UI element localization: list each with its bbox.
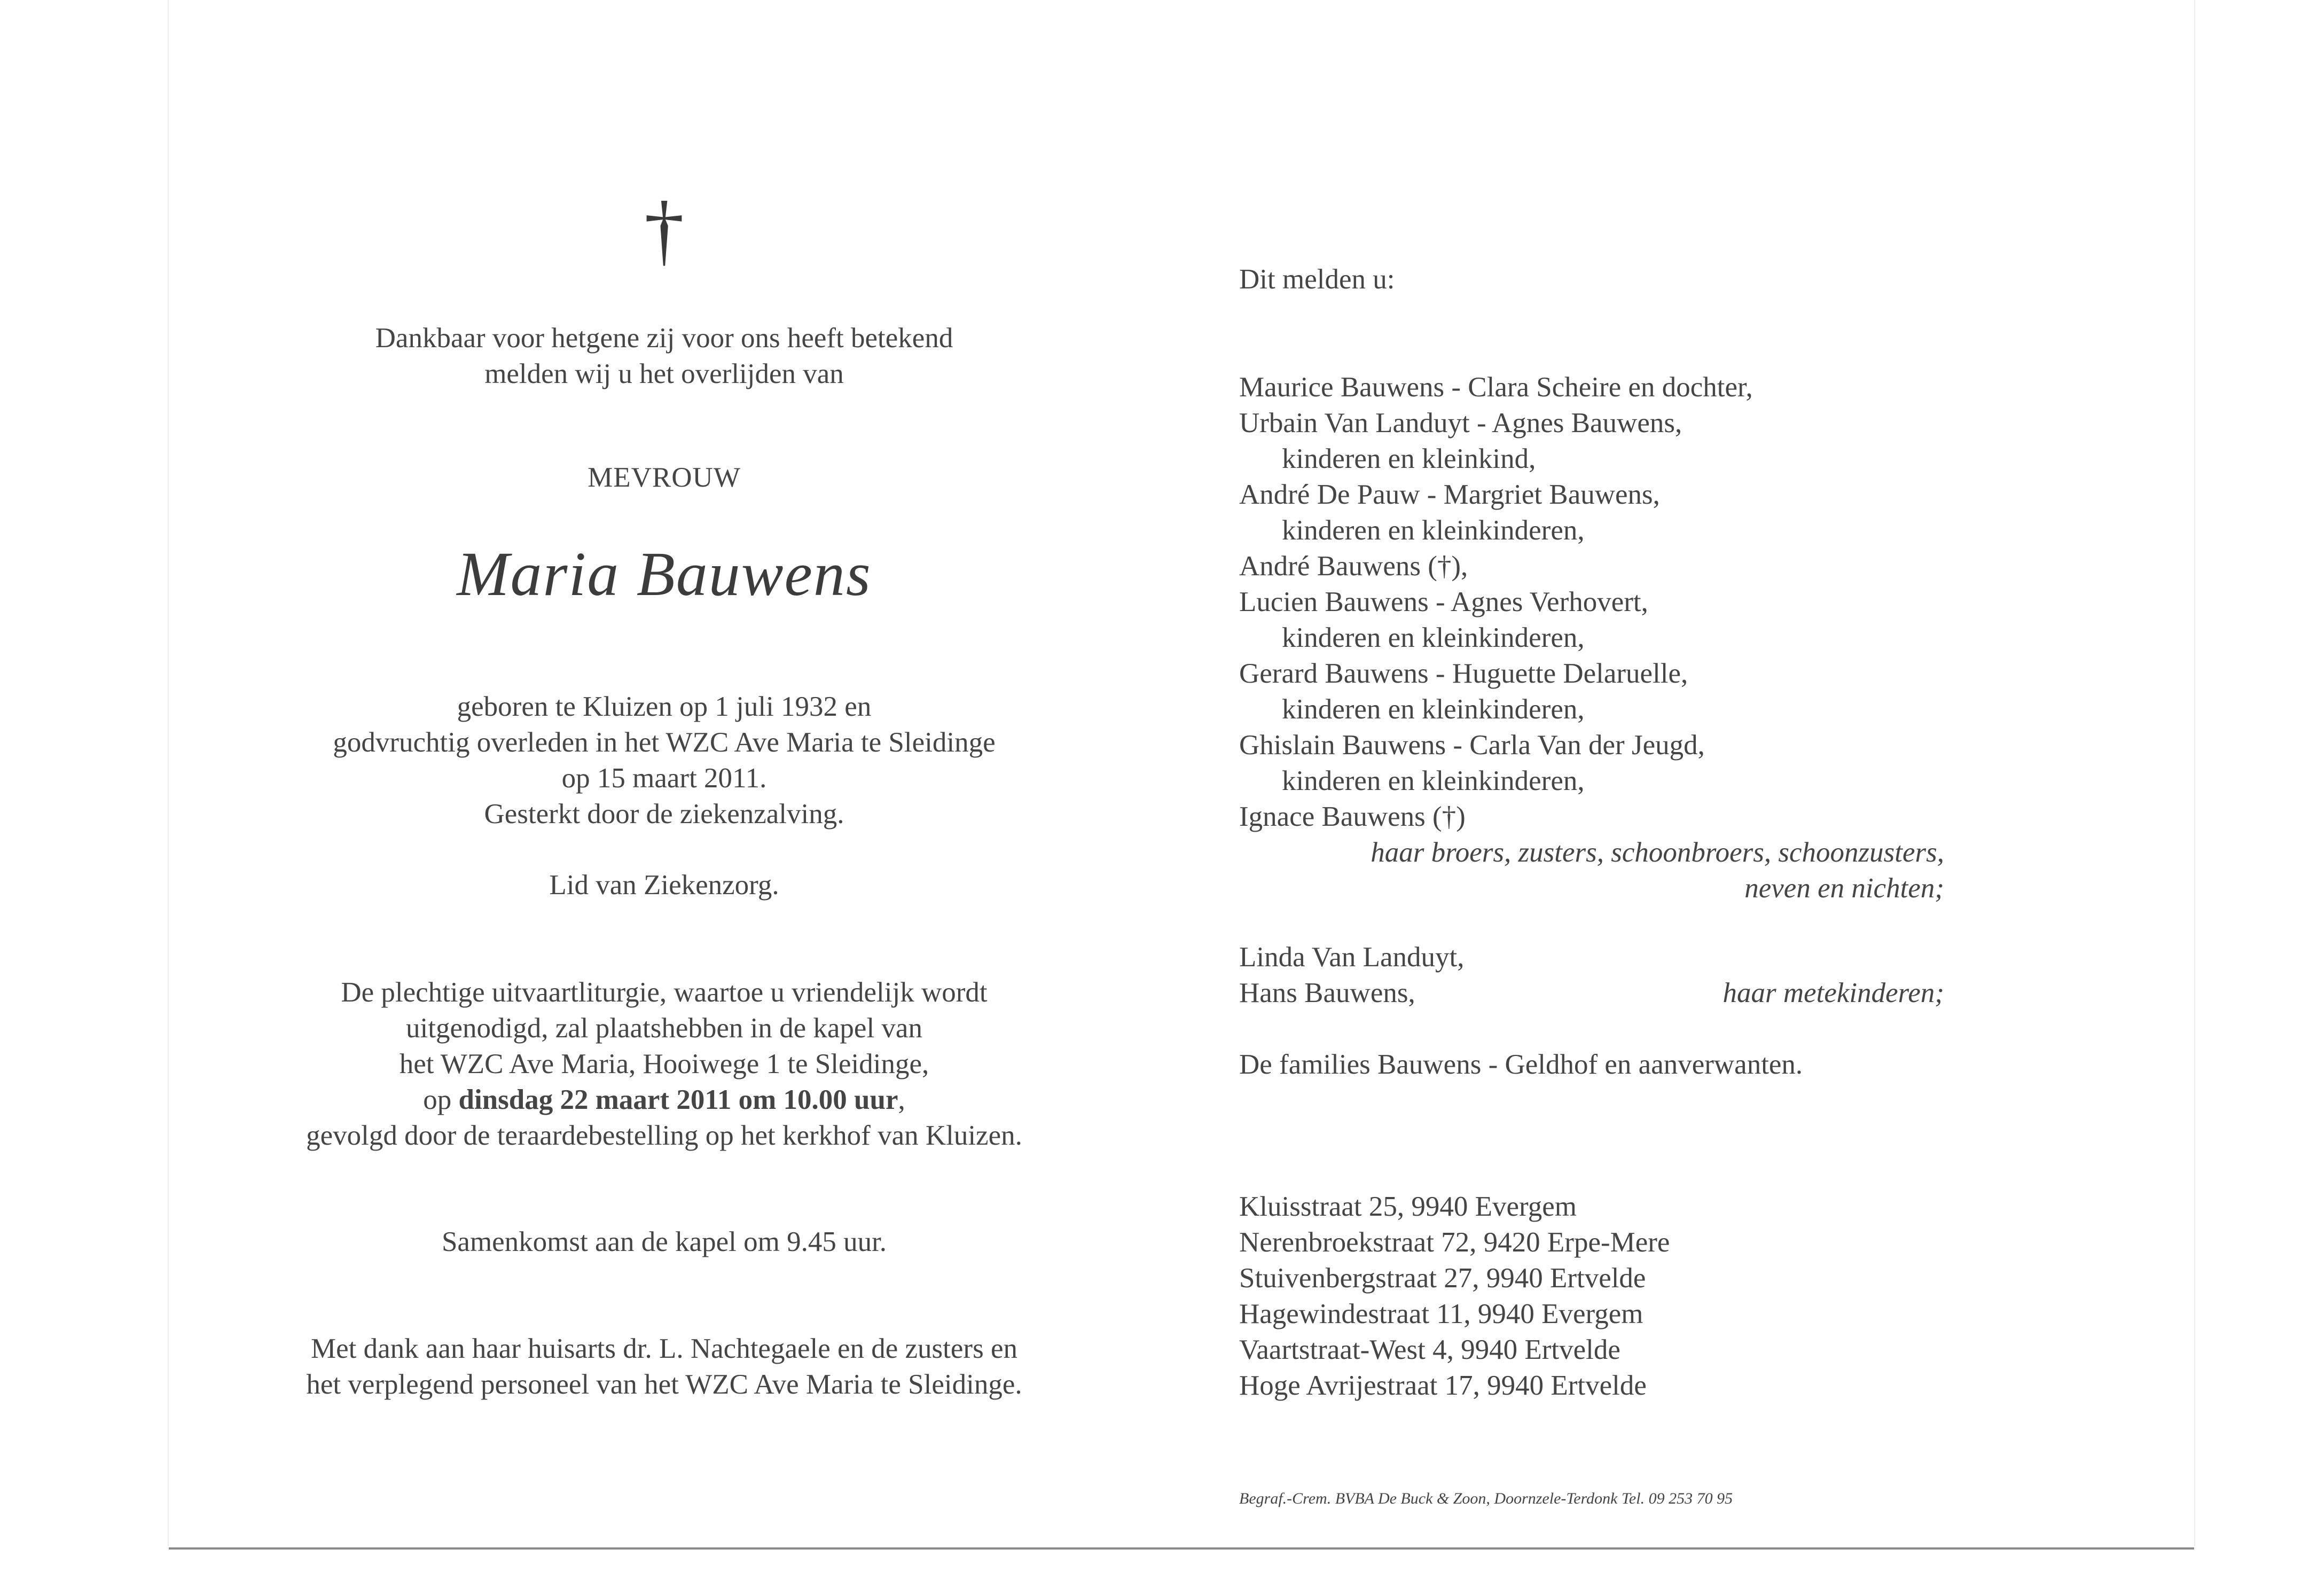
thanks-line-1: Met dank aan haar huisarts dr. L. Nachtegaele en de zusters en [311, 1333, 1017, 1364]
godchildren-relation: haar metekinderen; [1722, 977, 1944, 1008]
funeral-line-2: uitgenodigd, zal plaatshebben in de kapel van [406, 1013, 922, 1044]
family-line: kinderen en kleinkinderen, [1282, 515, 1585, 546]
intro-line-1: Dankbaar voor hetgene zij voor ons heeft betekend [375, 323, 953, 354]
family-line: Ignace Bauwens (†) [1239, 801, 1466, 832]
family-line: André Bauwens (†), [1239, 551, 1468, 582]
bottom-rule [169, 1547, 2194, 1550]
address-list [1239, 1189, 1670, 1404]
funeral-date-time: dinsdag 22 maart 2011 om 10.00 uur [458, 1084, 898, 1115]
right-page [1207, 0, 2193, 1546]
family-line: Gerard Bauwens - Huguette Delaruelle, [1239, 658, 1688, 689]
godchildren-block [1239, 940, 1944, 1011]
thanks-line-2: het verplegend personeel van het WZC Ave Maria te Sleidinge. [306, 1369, 1022, 1400]
gathering: Samenkomst aan de kapel om 9.45 uur. [441, 1226, 887, 1257]
godchild-name: Linda Van Landuyt, [1239, 942, 1465, 973]
family-list [1239, 370, 1944, 906]
funeral-date-suffix: , [898, 1084, 905, 1115]
family-line: André De Pauw - Margriet Bauwens, [1239, 479, 1660, 510]
funeral-line-3: het WZC Ave Maria, Hooiwege 1 te Sleidinge, [399, 1049, 929, 1079]
membership: Lid van Ziekenzorg. [549, 870, 779, 901]
deceased-name: Maria Bauwens [457, 539, 872, 609]
family-line: kinderen en kleinkinderen, [1282, 765, 1585, 796]
birth-death-line-2: godvruchtig overleden in het WZC Ave Maria te Sleidinge [333, 727, 996, 758]
address-line: Kluisstraat 25, 9940 Evergem [1239, 1191, 1577, 1222]
family-line: kinderen en kleinkinderen, [1282, 694, 1585, 725]
address-line: Stuivenbergstraat 27, 9940 Ertvelde [1239, 1263, 1646, 1294]
funeral-line-1: De plechtige uitvaartliturgie, waartoe u vriendelijk wordt [341, 977, 988, 1008]
siblings-relation-line-1: haar broers, zusters, schoonbroers, schoonzusters, [1371, 837, 1944, 868]
honorific-title: MEVROUW [588, 462, 741, 493]
family-line: Ghislain Bauwens - Carla Van der Jeugd, [1239, 730, 1705, 761]
cross-icon: † [644, 185, 684, 274]
announce-heading: Dit melden u: [1239, 264, 1395, 295]
families-line: De families Bauwens - Geldhof en aanverwanten. [1239, 1049, 1803, 1080]
family-line: Urbain Van Landuyt - Agnes Bauwens, [1239, 408, 1682, 439]
card-edge-right [2194, 0, 2195, 1546]
birth-death-line-1: geboren te Kluizen op 1 juli 1932 en [457, 691, 872, 722]
funeral-line-5: gevolgd door de teraardebestelling op het kerkhof van Kluizen. [306, 1120, 1022, 1151]
family-line: Lucien Bauwens - Agnes Verhovert, [1239, 586, 1648, 617]
address-line: Hagewindestraat 11, 9940 Evergem [1239, 1298, 1643, 1329]
godchild-name: Hans Bauwens, [1239, 977, 1415, 1008]
family-line: kinderen en kleinkind, [1282, 443, 1536, 474]
funeral-date-prefix: op [423, 1084, 459, 1115]
funeral-line-4 [169, 1082, 1160, 1118]
birth-death-line-4: Gesterkt door de ziekenzalving. [484, 799, 844, 830]
siblings-relation-line-2: neven en nichten; [1744, 873, 1944, 904]
address-line: Hoge Avrijestraat 17, 9940 Ertvelde [1239, 1370, 1647, 1401]
printer-credit: Begraf.-Crem. BVBA De Buck & Zoon, Doornzele-Terdonk Tel. 09 253 70 95 [1239, 1490, 1733, 1507]
address-line: Nerenbroekstraat 72, 9420 Erpe-Mere [1239, 1227, 1670, 1258]
birth-death-line-3: op 15 maart 2011. [561, 763, 767, 794]
left-page [169, 0, 1160, 1546]
address-line: Vaartstraat-West 4, 9940 Ertvelde [1239, 1334, 1620, 1365]
family-line: kinderen en kleinkinderen, [1282, 622, 1585, 653]
intro-line-2: melden wij u het overlijden van [484, 358, 844, 389]
family-line: Maurice Bauwens - Clara Scheire en dochter, [1239, 372, 1753, 403]
